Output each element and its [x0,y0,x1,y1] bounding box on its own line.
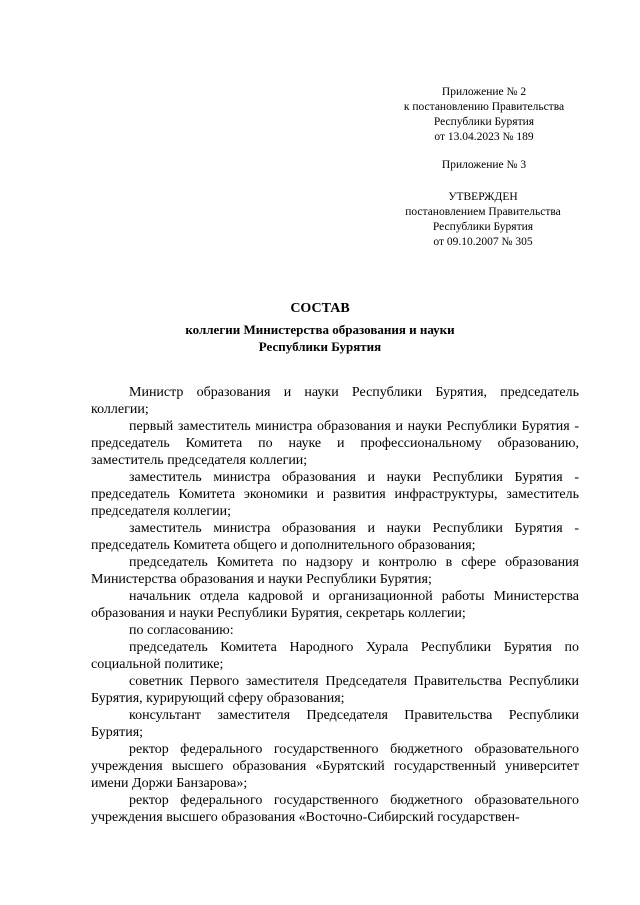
header-line: Приложение № 3 [441,159,527,171]
member-paragraph: советник Первого заместителя Председателя Правительства Республики Бурятия, курирующий сферу образования; [91,674,579,706]
title-line-1: коллегии Министерства образования и науки [185,322,455,337]
member-paragraph: ректор федерального государственного бюджетного образовательного учреждения высшего образования «Бурятский государственный университет имени Доржи Банзарова»; [91,742,579,791]
header-line: Приложение № 2 [441,86,527,98]
member-paragraph: Министр образования и науки Республики Бурятия, председатель коллегии; [91,385,579,417]
member-paragraph: председатель Комитета Народного Хурала Республики Бурятия по социальной политике; [91,640,579,672]
header-line: постановлением Правительства [405,206,561,218]
member-paragraph: начальник отдела кадровой и организационной работы Министерства образования и науки Республики Бурятия, секретарь коллегии; [91,589,579,621]
approval-header [383,190,583,250]
member-paragraph: заместитель министра образования и науки Республики Бурятия - председатель Комитета общего и дополнительного образования; [91,521,579,553]
appendix-2-header [384,85,584,145]
members-list [91,384,579,826]
header-line: к постановлению Правительства [403,101,565,113]
header-line: от 09.10.2007 № 305 [433,236,533,248]
member-paragraph: заместитель министра образования и науки Республики Бурятия - председатель Комитета экономики и развития инфраструктуры, заместитель председателя коллегии; [91,470,579,519]
document-title [0,300,640,355]
title-main: СОСТАВ [290,301,350,316]
header-line: от 13.04.2023 № 189 [434,131,534,143]
header-line: Республики Бурятия [433,116,535,128]
header-line: Республики Бурятия [432,221,534,233]
member-paragraph: консультант заместителя Председателя Правительства Республики Бурятия; [91,708,579,740]
appendix-3-header [384,158,584,173]
member-paragraph: ректор федерального государственного бюджетного образовательного учреждения высшего образования «Восточно-Сибирский государствен- [91,793,579,825]
member-paragraph: председатель Комитета по надзору и контролю в сфере образования Министерства образования и науки Республики Бурятия; [91,555,579,587]
agreement-label: по согласованию: [129,623,234,638]
header-line: УТВЕРЖДЕН [448,191,518,203]
title-line-2: Республики Бурятия [258,339,382,354]
member-paragraph: первый заместитель министра образования и науки Республики Бурятия - председатель Комитета по науке и профессиональному образованию, заместитель председателя коллегии; [91,419,579,468]
